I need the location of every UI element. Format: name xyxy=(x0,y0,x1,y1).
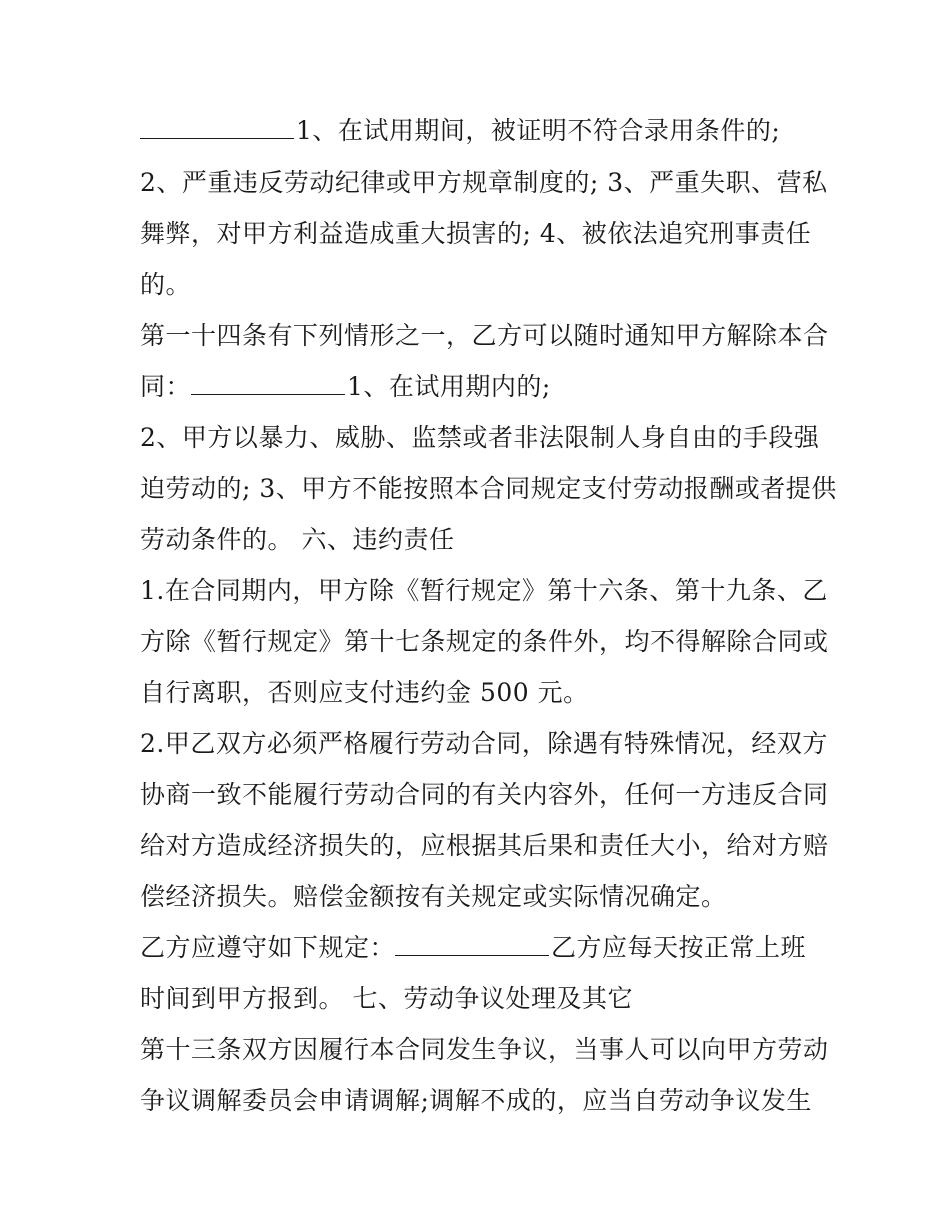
line-text: 1、在试用期间，被证明不符合录用条件的; xyxy=(296,116,781,145)
line-text: 争议调解委员会申请调解;调解不成的，应当自劳动争议发生 xyxy=(140,1086,812,1115)
line-text: 同： xyxy=(140,372,192,401)
line-text: 迫劳动的; 3、甲方不能按照本合同规定支付劳动报酬或者提供 xyxy=(140,474,837,503)
text-line xyxy=(140,370,551,404)
text-line xyxy=(140,931,806,965)
text-line xyxy=(140,574,828,608)
text-line xyxy=(140,676,589,710)
fill-in-blank xyxy=(191,372,345,395)
line-text: 的。 xyxy=(140,270,192,299)
line-text: 第一十四条有下列情形之一，乙方可以随时通知甲方解除本合 xyxy=(140,321,829,350)
line-text: 舞弊，对甲方利益造成重大损害的; 4、被依法追究刑事责任 xyxy=(140,219,812,248)
line-text: 自行离职，否则应支付违约金 500 元。 xyxy=(140,678,589,707)
text-line xyxy=(140,166,828,200)
line-text: 乙方应遵守如下规定： xyxy=(140,933,396,962)
line-text: 偿经济损失。赔偿金额按有关规定或实际情况确定。 xyxy=(140,882,727,911)
text-line xyxy=(140,472,837,506)
line-text: 乙方应每天按正常上班 xyxy=(551,933,807,962)
text-line xyxy=(140,217,811,251)
text-line xyxy=(140,982,633,1016)
text-line xyxy=(140,880,727,914)
line-text: 时间到甲方报到。 七、劳动争议处理及其它 xyxy=(140,984,633,1013)
text-line xyxy=(140,523,454,557)
text-line xyxy=(140,1033,829,1067)
line-text: 2.甲乙双方必须严格履行劳动合同，除遇有特殊情况，经双方 xyxy=(140,729,828,758)
text-line xyxy=(140,319,829,353)
text-line xyxy=(140,727,828,761)
line-text: 劳动条件的。 六、违约责任 xyxy=(140,525,455,554)
text-line xyxy=(140,421,819,455)
line-text: 2、甲方以暴力、威胁、监禁或者非法限制人身自由的手段强 xyxy=(140,423,820,452)
text-line xyxy=(140,114,780,148)
fill-in-blank xyxy=(140,116,294,139)
line-text: 1、在试用期内的; xyxy=(347,372,551,401)
text-line xyxy=(140,829,829,863)
text-line xyxy=(140,1084,812,1118)
text-line xyxy=(140,268,191,302)
line-text: 协商一致不能履行劳动合同的有关内容外，任何一方违反合同 xyxy=(140,780,829,809)
line-text: 第十三条双方因履行本合同发生争议，当事人可以向甲方劳动 xyxy=(140,1035,829,1064)
text-line xyxy=(140,778,829,812)
line-text: 2、严重违反劳动纪律或甲方规章制度的; 3、严重失职、营私 xyxy=(140,168,828,197)
line-text: 方除《暂行规定》第十七条规定的条件外，均不得解除合同或 xyxy=(140,627,829,656)
line-text: 给对方造成经济损失的，应根据其后果和责任大小，给对方赔 xyxy=(140,831,829,860)
fill-in-blank xyxy=(395,933,549,956)
text-line xyxy=(140,625,829,659)
line-text: 1.在合同期内，甲方除《暂行规定》第十六条、第十九条、乙 xyxy=(140,576,828,605)
